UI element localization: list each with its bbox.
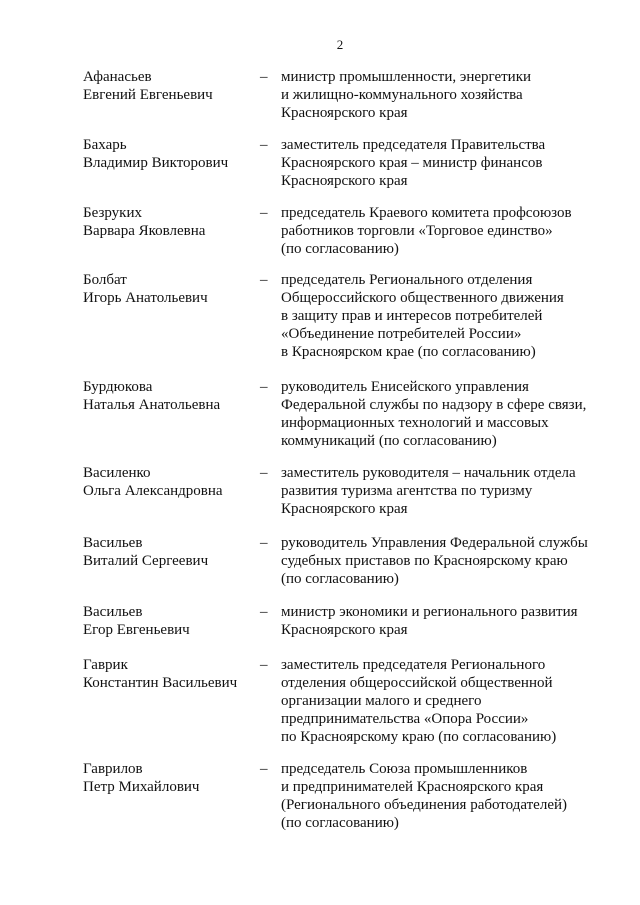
member-surname: Васильев — [83, 604, 143, 620]
member-name — [83, 534, 253, 570]
position-line: и предпринимателей Красноярского края — [281, 779, 544, 795]
member-position — [281, 136, 611, 190]
member-surname: Безруких — [83, 205, 142, 221]
position-line: руководитель Управления Федеральной службы — [281, 535, 588, 551]
member-name — [83, 271, 253, 307]
position-line: председатель Краевого комитета профсоюзов — [281, 205, 572, 221]
position-line: судебных приставов по Красноярскому краю — [281, 553, 568, 569]
position-line: заместитель председателя Правительства — [281, 137, 546, 153]
position-line: министр экономики и регионального развития — [281, 604, 578, 620]
member-given-names: Игорь Анатольевич — [83, 290, 208, 306]
member-position — [281, 271, 611, 361]
position-line: председатель Союза промышленников — [281, 761, 528, 777]
member-position — [281, 656, 611, 746]
member-position — [281, 534, 611, 588]
member-name — [83, 760, 253, 796]
position-line: Красноярского края — [281, 173, 408, 189]
position-line: организации малого и среднего — [281, 693, 482, 709]
member-name — [83, 378, 253, 414]
position-line: председатель Регионального отделения — [281, 272, 533, 288]
member-given-names: Егор Евгеньевич — [83, 622, 190, 638]
dash-separator: – — [260, 205, 268, 221]
page-number: 2 — [336, 37, 344, 52]
dash-separator: – — [260, 69, 268, 85]
member-position — [281, 68, 611, 122]
position-line: «Объединение потребителей России» — [281, 326, 522, 342]
member-surname: Гаврилов — [83, 761, 143, 777]
member-position — [281, 204, 611, 258]
position-line: (по согласованию) — [281, 241, 399, 257]
member-name — [83, 603, 253, 639]
dash-separator: – — [260, 272, 268, 288]
position-line: предпринимательства «Опора России» — [281, 711, 529, 727]
position-line: (Регионального объединения работодателей) — [281, 797, 567, 813]
member-given-names: Ольга Александровна — [83, 483, 223, 499]
member-position — [281, 603, 611, 639]
position-line: (по согласованию) — [281, 571, 399, 587]
member-position — [281, 760, 611, 832]
member-name — [83, 656, 253, 692]
member-surname: Бахарь — [83, 137, 127, 153]
position-line: в Красноярском крае (по согласованию) — [281, 344, 536, 360]
position-line: заместитель председателя Регионального — [281, 657, 546, 673]
member-surname: Васильев — [83, 535, 143, 551]
position-line: Красноярского края – министр финансов — [281, 155, 543, 171]
member-surname: Болбат — [83, 272, 127, 288]
position-line: по Красноярскому краю (по согласованию) — [281, 729, 557, 745]
position-line: заместитель руководителя – начальник отдела — [281, 465, 576, 481]
member-name — [83, 136, 253, 172]
member-given-names: Наталья Анатольевна — [83, 397, 221, 413]
member-given-names: Евгений Евгеньевич — [83, 87, 213, 103]
position-line: министр промышленности, энергетики — [281, 69, 532, 85]
position-line: отделения общероссийской общественной — [281, 675, 553, 691]
member-surname: Василенко — [83, 465, 151, 481]
dash-separator: – — [260, 379, 268, 395]
member-given-names: Константин Васильевич — [83, 675, 238, 691]
member-name — [83, 204, 253, 240]
position-line: и жилищно-коммунального хозяйства — [281, 87, 523, 103]
member-given-names: Петр Михайлович — [83, 779, 200, 795]
dash-separator: – — [260, 657, 268, 673]
member-name — [83, 68, 253, 104]
member-name — [83, 464, 253, 500]
member-surname: Афанасьев — [83, 69, 152, 85]
position-line: развития туризма агентства по туризму — [281, 483, 533, 499]
position-line: Общероссийского общественного движения — [281, 290, 564, 306]
member-surname: Бурдюкова — [83, 379, 153, 395]
position-line: в защиту прав и интересов потребителей — [281, 308, 543, 324]
member-given-names: Владимир Викторович — [83, 155, 229, 171]
position-line: (по согласованию) — [281, 815, 399, 831]
dash-separator: – — [260, 761, 268, 777]
position-line: Красноярского края — [281, 501, 408, 517]
position-line: коммуникаций (по согласованию) — [281, 433, 497, 449]
dash-separator: – — [260, 535, 268, 551]
position-line: работников торговли «Торговое единство» — [281, 223, 553, 239]
position-line: Федеральной службы по надзору в сфере связи, — [281, 397, 587, 413]
member-position — [281, 464, 611, 518]
position-line: Красноярского края — [281, 622, 408, 638]
member-given-names: Виталий Сергеевич — [83, 553, 209, 569]
position-line: руководитель Енисейского управления — [281, 379, 529, 395]
member-given-names: Варвара Яковлевна — [83, 223, 206, 239]
dash-separator: – — [260, 604, 268, 620]
member-surname: Гаврик — [83, 657, 128, 673]
dash-separator: – — [260, 465, 268, 481]
member-position — [281, 378, 611, 450]
position-line: информационных технологий и массовых — [281, 415, 549, 431]
position-line: Красноярского края — [281, 105, 408, 121]
dash-separator: – — [260, 137, 268, 153]
